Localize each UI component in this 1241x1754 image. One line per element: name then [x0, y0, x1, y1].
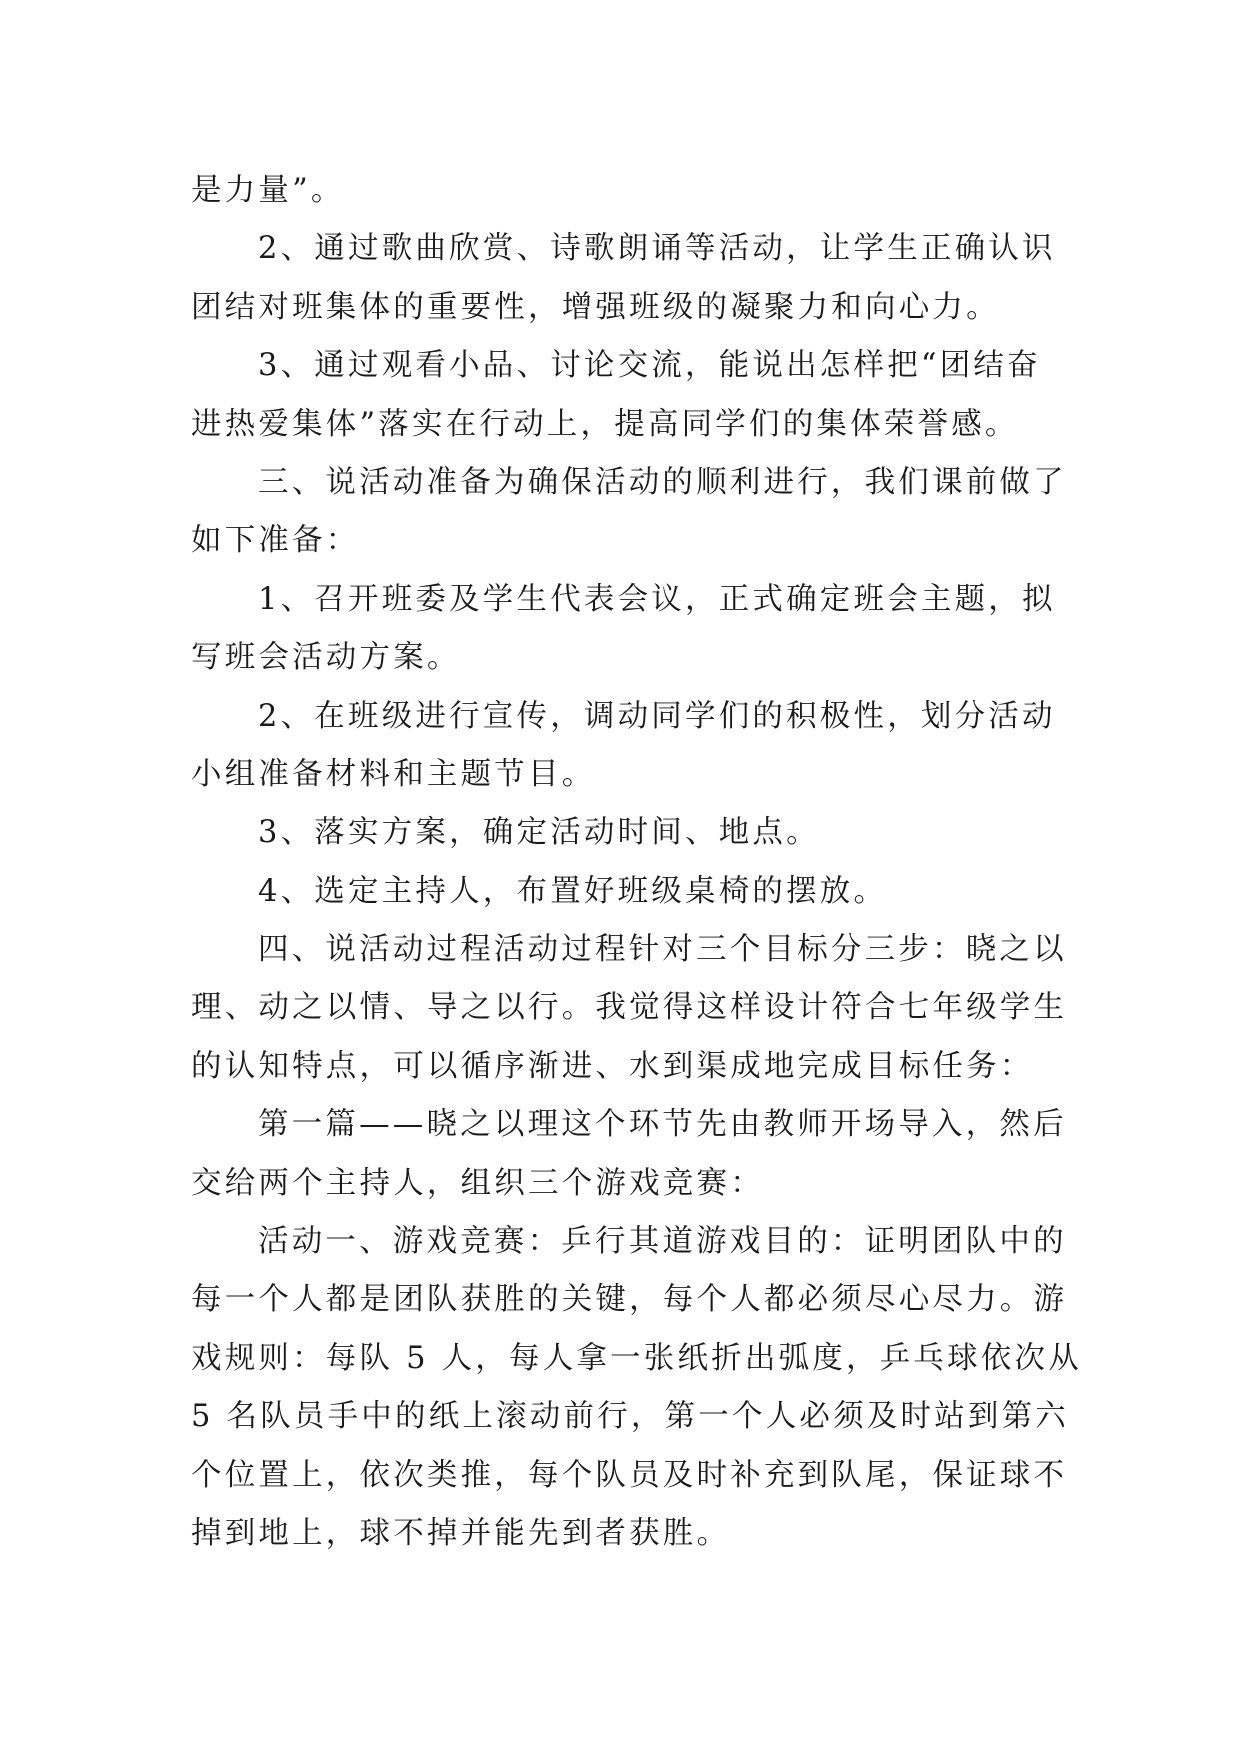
- text-line: 第一篇——晓之以理这个环节先由教师开场导入，然后: [258, 1107, 1067, 1143]
- text-line: 2、在班级进行宣传，调动同学们的积极性，划分活动: [258, 698, 1056, 734]
- text-line: 2、通过歌曲欣赏、诗歌朗诵等活动，让学生正确认识: [258, 231, 1056, 267]
- text-line: 每一个人都是团队获胜的关键，每个人都必须尽心尽力。游: [191, 1282, 1068, 1318]
- text-line: 如下准备：: [191, 523, 360, 559]
- text-line: 4、选定主持人，布置好班级桌椅的摆放。: [258, 873, 888, 909]
- text-line: 掉到地上，球不掉并能先到者获胜。: [191, 1515, 731, 1551]
- text-line: 团结对班集体的重要性，增强班级的凝聚力和向心力。: [191, 289, 1000, 325]
- document-body: [191, 162, 1082, 1563]
- text-line: 理、动之以情、导之以行。我觉得这样设计符合七年级学生: [191, 990, 1068, 1026]
- text-line: 是力量”。: [191, 173, 345, 208]
- text-line: 3、落实方案，确定活动时间、地点。: [258, 815, 820, 851]
- text-line: 写班会活动方案。: [191, 640, 461, 676]
- text-line: 交给两个主持人，组织三个游戏竞赛：: [191, 1165, 764, 1201]
- text-line: 小组准备材料和主题节目。: [191, 756, 596, 792]
- text-line: 三、说活动准备为确保活动的顺利进行，我们课前做了: [258, 464, 1067, 500]
- text-line: 5 名队员手中的纸上滚动前行，第一个人必须及时站到第六: [191, 1399, 1069, 1435]
- text-line: 戏规则：每队 5 人，每人拿一张纸折出弧度，乒乓球依次从: [191, 1340, 1082, 1376]
- text-line: 3、通过观看小品、讨论交流，能说出怎样把“团结奋: [258, 348, 1041, 384]
- text-line: 的认知特点，可以循序渐进、水到渠成地完成目标任务：: [191, 1048, 1034, 1084]
- text-line: 四、说活动过程活动过程针对三个目标分三步：晓之以: [258, 932, 1067, 968]
- text-line: 个位置上，依次类推，每个队员及时补充到队尾，保证球不: [191, 1457, 1068, 1493]
- text-line: 进热爱集体”落实在行动上，提高同学们的集体荣誉感。: [191, 406, 1019, 442]
- text-line: 活动一、游戏竞赛：乒行其道游戏目的：证明团队中的: [258, 1224, 1067, 1260]
- text-line: 1、召开班委及学生代表会议，正式确定班会主题，拟: [258, 581, 1056, 617]
